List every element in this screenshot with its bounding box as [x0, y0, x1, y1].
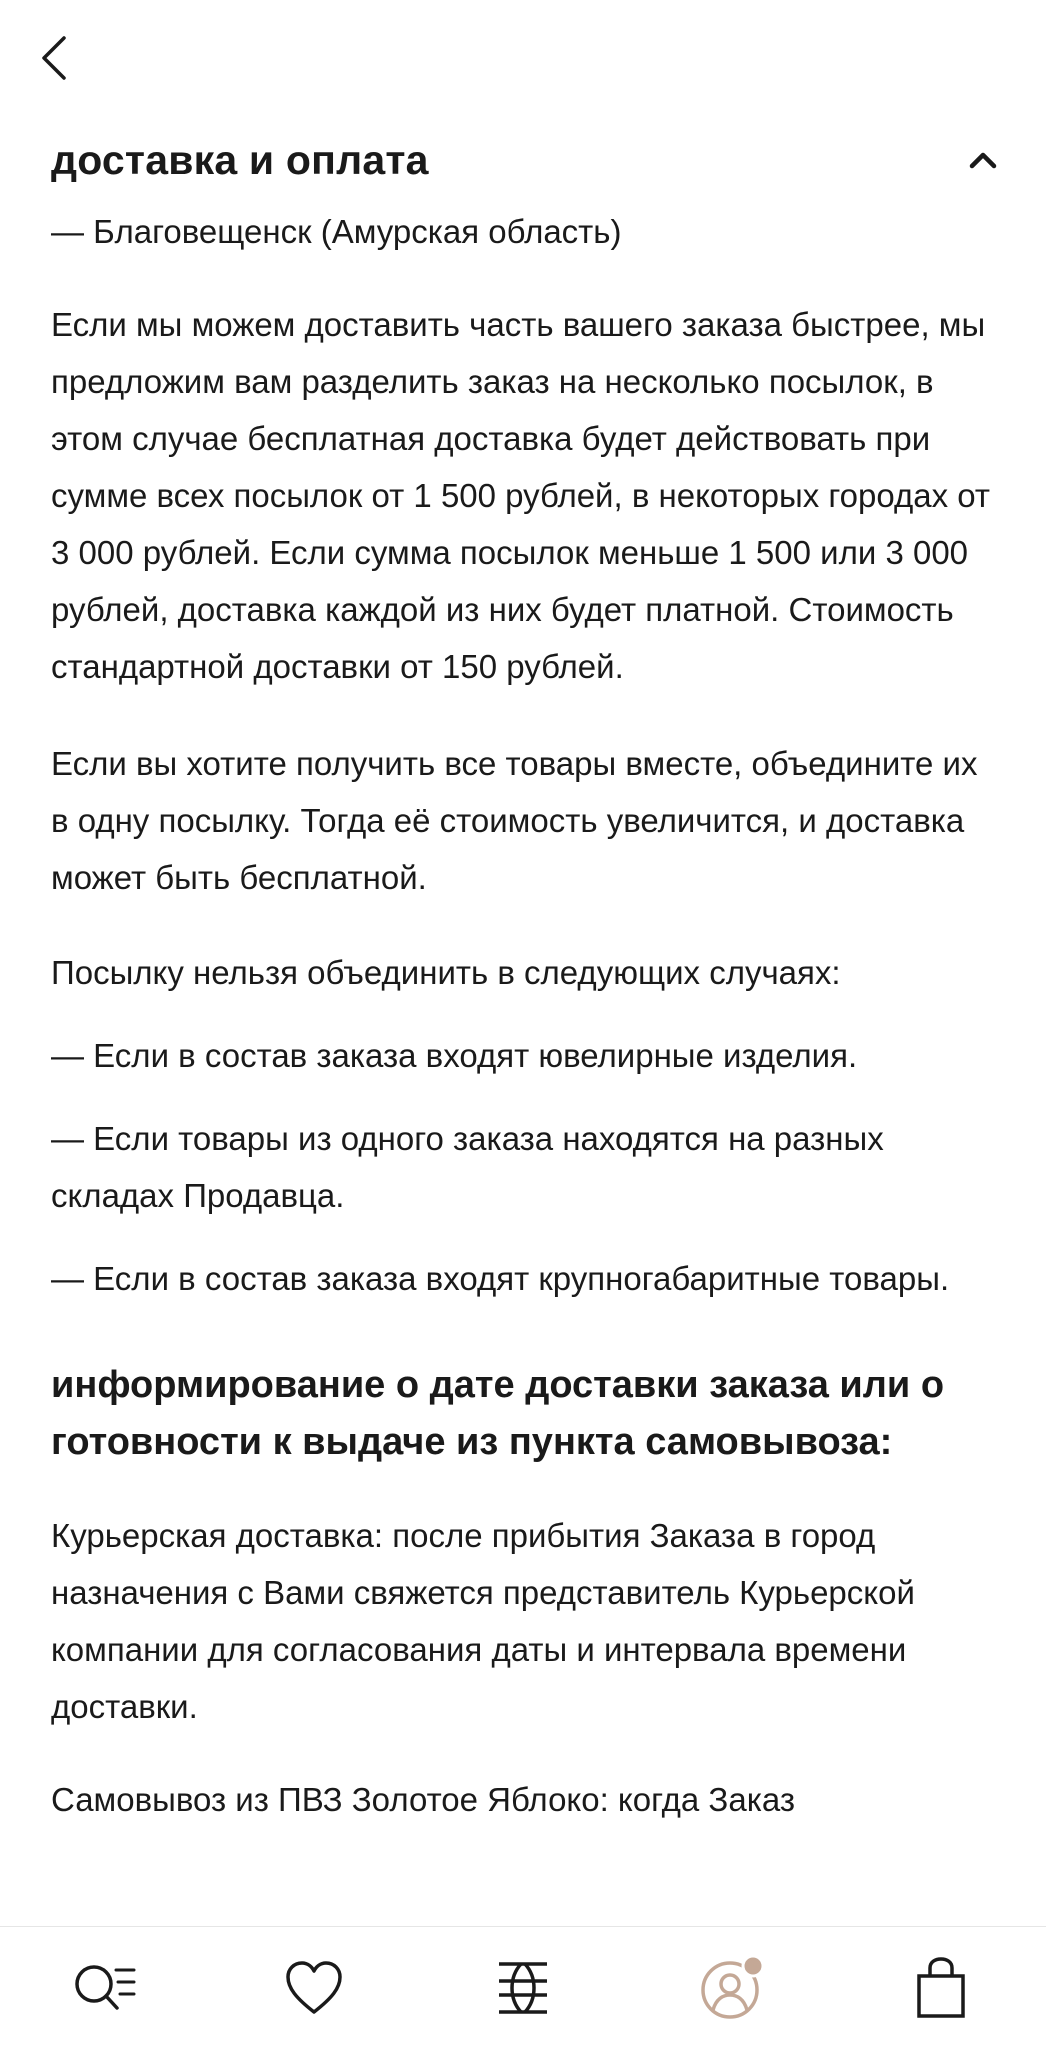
search-catalog-icon — [70, 1958, 140, 2018]
collapse-button[interactable] — [959, 136, 1007, 184]
content — [51, 120, 1001, 1828]
nav-home[interactable] — [478, 1943, 568, 2033]
section-title: доставка и оплата — [51, 136, 429, 183]
nav-cart[interactable] — [896, 1943, 986, 2033]
delivery-paragraph: Если мы можем доставить часть вашего заказа быстрее, мы предложим вам разделить заказ на несколько посылок, в этом случае бесплатная доставка будет действовать при сумме всех посылок от 1 500 рублей, в некоторых городах от 3 000 рублей. Если сумма посылок меньше 1 500 или 3 000 рублей, доставка каждой из них будет платной. Стоимость стандартной доставки от 150 рублей. — [51, 306, 991, 685]
chevron-left-icon — [40, 34, 68, 82]
info-paragraph: Самовывоз из ПВЗ Золотое Яблоко: когда Заказ — [51, 1781, 795, 1818]
back-button[interactable] — [40, 30, 88, 86]
delivery-paragraph: — Если в состав заказа входят ювелирные изделия. — [51, 1037, 858, 1074]
nav-favorites[interactable] — [269, 1943, 359, 2033]
delivery-paragraph: Посылку нельзя объединить в следующих случаях: — [51, 954, 841, 991]
delivery-paragraph: — Если в состав заказа входят крупногабаритные товары. — [51, 1260, 950, 1297]
profile-icon — [699, 1955, 765, 2021]
brand-logo-icon — [495, 1959, 551, 2017]
heart-icon — [284, 1960, 344, 2016]
delivery-paragraph: — Если товары из одного заказа находятся на разных складах Продавца. — [51, 1120, 884, 1214]
nav-search-catalog[interactable] — [60, 1943, 150, 2033]
info-section-title: информирование о дате доставки заказа или о готовности к выдаче из пункта самовывоза: — [51, 1364, 945, 1463]
scroll-fade — [0, 1880, 1046, 1926]
bottom-navigation — [0, 1926, 1046, 2048]
nav-profile[interactable] — [687, 1943, 777, 2033]
chevron-up-icon — [968, 150, 998, 170]
delivery-section-header[interactable] — [51, 120, 1001, 200]
shopping-bag-icon — [915, 1956, 967, 2020]
notification-badge — [743, 1956, 763, 1976]
city-label: — Благовещенск (Амурская область) — [51, 213, 622, 250]
delivery-paragraph: Если вы хотите получить все товары вместе, объедините их в одну посылку. Тогда её стоимость увеличится, и доставка может быть бесплатной. — [51, 745, 978, 896]
info-paragraph: Курьерская доставка: после прибытия Заказа в город назначения с Вами свяжется представитель Курьерской компании для согласования даты и интервала времени доставки. — [51, 1517, 915, 1725]
